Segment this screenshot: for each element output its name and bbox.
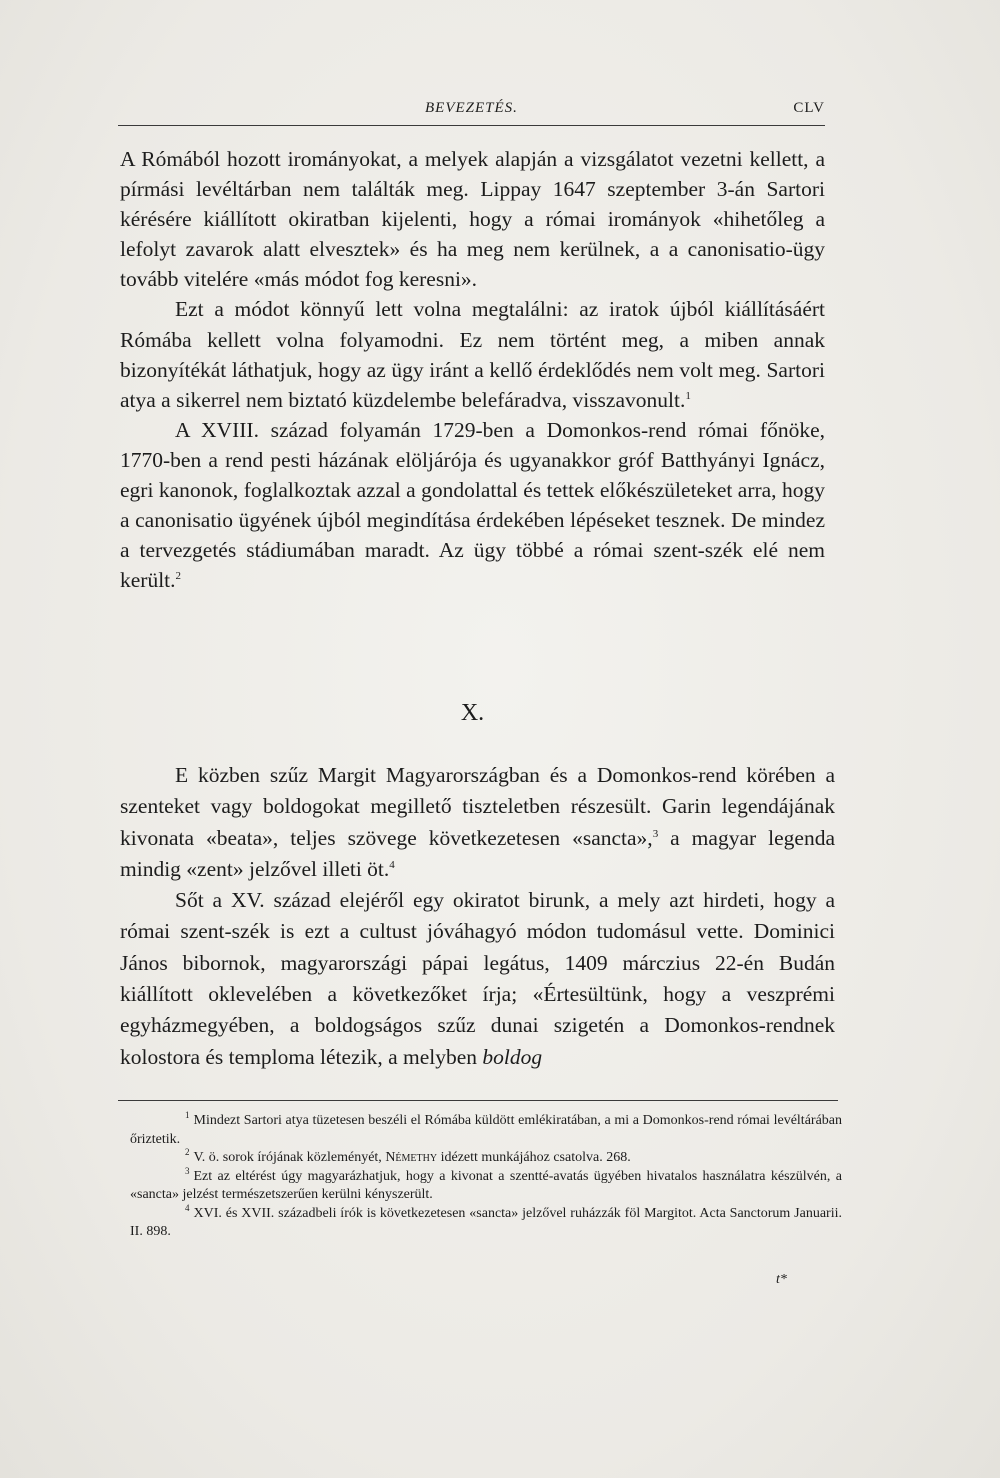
footnote-ref-3: 3 [652,827,659,840]
page-number: CLV [793,100,825,116]
footnote-ref-1: 1 [685,389,691,402]
body-text-bottom [120,760,835,1073]
section-heading: X. [460,700,485,726]
paragraph-1: A Rómából hozott irományokat, a melyek alapján a vizsgálatot vezetni kellett, a pírmási levéltárban nem találták meg. Lippay 1647 szeptember 3-án Sartori kérésére kiállított okiratban kijelenti, hogy a római irományok «hihetőleg a lefolyt zavarok alatt elvesztek» és ha meg nem kerülnek, a a canonisatio-ügy tovább vitelére «más módot fog keresni». [120,147,825,292]
author-name: Némethy [385,1150,438,1165]
footnote-ref-2: 2 [175,570,182,583]
footnote-1: $^1$ Mindezt Sartori atya tüzetesen beszéli el Rómába küldött emlékiratában, a mi a Domonkos-rend római levéltárában őriztetik. [130,1110,842,1147]
italic-word: boldog [482,1044,543,1069]
body-text-top [120,144,825,595]
paragraph-4: E közben szűz Margit Magyarországban és a Domonkos-rend körében a szenteket vagy boldogokat megillető tiszteletben részesült. Garin legendájának kivonata «beata», teljes szövege következetesen «sancta»,$^3$ a magyar legenda mindig «zent» jelzővel illeti öt.$^4$ [120,763,835,881]
paragraph-3: A XVIII. század folyamán 1729-ben a Domonkos-rend római főnöke, 1770-ben a rend pesti házának elöljárója és ugyanakkor gróf Batthyányi Ignácz, egri kanonok, foglalkoztak azzal a gondolattal és tettek előkészületeket arra, hogy a canonisatio ügyének újból megindítása érdekében lépéseket tesznek. De mindez a tervezgetés stádiumában maradt. Az ügy többé a római szent-szék elé nem került.$^2$ [120,417,825,593]
header-rule [118,125,825,126]
footnote-2: $^2$ V. ö. sorok írójának közleményét, Némethy idézett munkájához csatolva. 268. [185,1147,631,1165]
paragraph-5: Sőt a XV. század elejéről egy okiratot birunk, a mely azt hirdeti, hogy a római szent-szék is ezt a cultust jóváhagyó módon tudomásul vette. Dominici János bibornok, magyarországi pápai legátus, 1409 márczius 22-én Budán kiállított oklevelében a következőket írja; «Értesültünk, hogy a veszprémi egyházmegyében, a boldogságos szűz dunai szigetén a Domonkos-rendnek kolostora és temploma létezik, a melyben boldog [120,888,835,1069]
paragraph-2: Ezt a módot könnyű lett volna megtalálni: az iratok újból kiállításáért Rómába kellett volna folyamodni. Ez nem történt meg, a miben annak bizonyítékát láthatjuk, hogy az ügy iránt a kellő érdeklődés nem volt meg. Sartori atya a sikerrel nem biztató küzdelembe belefáradva, visszavonult.$^1$ [120,297,825,412]
running-head-title: BEVEZETÉS. [425,100,518,116]
footnotes [130,1112,842,1242]
footnote-3: $^3$ Ezt az eltérést úgy magyarázhatjuk, hogy a kivonat a szentté-avatás ügyében hivatalos használatra készülvén, a «sancta» jelzést természetszerűen kerülni kényszerült. [130,1165,842,1202]
running-head [120,100,825,124]
footnote-rule [118,1100,838,1101]
footnote-ref-4: 4 [389,858,395,871]
signature-mark: t* [776,1272,787,1287]
footnote-4: $^4$ XVI. és XVII. századbeli írók is következetesen «sancta» jelzővel ruházzák föl Margitot. Acta Sanctorum Januarii. II. 898. [130,1202,842,1239]
